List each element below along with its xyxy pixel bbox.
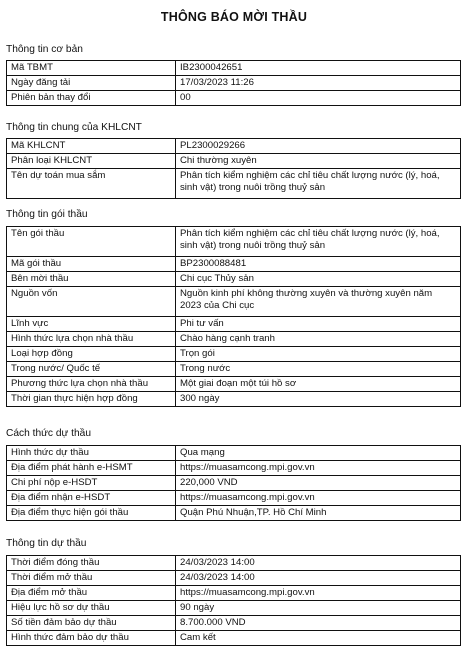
table-row — [7, 91, 461, 106]
field-label: Phân loại KHLCNT — [7, 154, 176, 169]
field-label: Phương thức lựa chọn nhà thầu — [7, 377, 176, 392]
table-row — [7, 332, 461, 347]
field-label: Hình thức đảm bảo dự thầu — [7, 631, 176, 646]
field-value: Chi thường xuyên — [176, 154, 461, 169]
field-value: https://muasamcong.mpi.gov.vn — [176, 491, 461, 506]
field-label: Loại hợp đồng — [7, 347, 176, 362]
table-row — [7, 571, 461, 586]
field-label: Lĩnh vực — [7, 317, 176, 332]
bidding-method-table — [6, 445, 461, 521]
field-label: Mã KHLCNT — [7, 139, 176, 154]
field-label: Hiệu lực hồ sơ dự thầu — [7, 601, 176, 616]
field-value: Chào hàng cạnh tranh — [176, 332, 461, 347]
table-row — [7, 317, 461, 332]
bid-info-table — [6, 555, 461, 646]
table-row — [7, 616, 461, 631]
field-label: Hình thức lựa chọn nhà thầu — [7, 332, 176, 347]
table-row — [7, 139, 461, 154]
field-value: https://muasamcong.mpi.gov.vn — [176, 586, 461, 601]
field-value: Cam kết — [176, 631, 461, 646]
khlcnt-info-table — [6, 138, 461, 199]
field-label: Địa điểm mở thầu — [7, 586, 176, 601]
field-value: https://muasamcong.mpi.gov.vn — [176, 461, 461, 476]
field-value: Trọn gói — [176, 347, 461, 362]
section-heading-khlcnt-info: Thông tin chung của KHLCNT — [6, 122, 142, 133]
table-row — [7, 347, 461, 362]
field-value: IB2300042651 — [176, 61, 461, 76]
field-label: Nguồn vốn — [7, 287, 176, 317]
table-row — [7, 476, 461, 491]
table-row — [7, 601, 461, 616]
table-row — [7, 556, 461, 571]
table-row — [7, 272, 461, 287]
field-value: 300 ngày — [176, 392, 461, 407]
field-label: Thời gian thực hiện hợp đồng — [7, 392, 176, 407]
field-label: Thời điểm đóng thầu — [7, 556, 176, 571]
field-label: Ngày đăng tải — [7, 76, 176, 91]
field-value: 8.700.000 VND — [176, 616, 461, 631]
field-value: Phân tích kiểm nghiệm các chỉ tiêu chất lượng nước (lý, hoá, sinh vật) trong nuôi trồng thuỷ sản — [176, 169, 461, 199]
table-row — [7, 257, 461, 272]
field-label: Địa điểm thực hiện gói thầu — [7, 506, 176, 521]
field-value: BP2300088481 — [176, 257, 461, 272]
field-value: Nguồn kinh phí không thường xuyên và thường xuyên năm 2023 của Chi cục — [176, 287, 461, 317]
field-value: 24/03/2023 14:00 — [176, 556, 461, 571]
field-value: Phân tích kiểm nghiệm các chỉ tiêu chất lượng nước (lý, hoá, sinh vật) trong nuôi trồng thuỷ sản — [176, 227, 461, 257]
field-label: Số tiền đảm bảo dự thầu — [7, 616, 176, 631]
field-value: 220,000 VND — [176, 476, 461, 491]
table-row — [7, 506, 461, 521]
field-value: Một giai đoạn một túi hồ sơ — [176, 377, 461, 392]
table-row — [7, 586, 461, 601]
field-label: Mã TBMT — [7, 61, 176, 76]
field-label: Phiên bản thay đổi — [7, 91, 176, 106]
table-row — [7, 461, 461, 476]
field-value: 17/03/2023 11:26 — [176, 76, 461, 91]
field-value: 90 ngày — [176, 601, 461, 616]
table-row — [7, 392, 461, 407]
basic-info-table — [6, 60, 461, 106]
field-label: Tên dự toán mua sắm — [7, 169, 176, 199]
field-label: Tên gói thầu — [7, 227, 176, 257]
table-row — [7, 491, 461, 506]
field-value: Phi tư vấn — [176, 317, 461, 332]
table-row — [7, 169, 461, 199]
field-label: Trong nước/ Quốc tế — [7, 362, 176, 377]
field-value: Quận Phú Nhuận,TP. Hồ Chí Minh — [176, 506, 461, 521]
field-label: Địa điểm nhận e-HSDT — [7, 491, 176, 506]
table-row — [7, 154, 461, 169]
field-label: Mã gói thầu — [7, 257, 176, 272]
field-label: Chi phí nộp e-HSDT — [7, 476, 176, 491]
field-value: 24/03/2023 14:00 — [176, 571, 461, 586]
table-row — [7, 377, 461, 392]
section-heading-bidding-method: Cách thức dự thầu — [6, 428, 91, 439]
table-row — [7, 446, 461, 461]
table-row — [7, 61, 461, 76]
document-title: THÔNG BÁO MỜI THẦU — [160, 10, 308, 24]
field-label: Thời điểm mở thầu — [7, 571, 176, 586]
field-value: Trong nước — [176, 362, 461, 377]
table-row — [7, 631, 461, 646]
field-value: Qua mạng — [176, 446, 461, 461]
field-value: 00 — [176, 91, 461, 106]
field-value: Chi cục Thủy sản — [176, 272, 461, 287]
table-row — [7, 227, 461, 257]
field-label: Địa điểm phát hành e-HSMT — [7, 461, 176, 476]
table-row — [7, 76, 461, 91]
section-heading-package-info: Thông tin gói thầu — [6, 209, 88, 220]
table-row — [7, 287, 461, 317]
field-value: PL2300029266 — [176, 139, 461, 154]
section-heading-bid-info: Thông tin dự thầu — [6, 538, 87, 549]
field-label: Hình thức dự thầu — [7, 446, 176, 461]
table-row — [7, 362, 461, 377]
package-info-table — [6, 226, 461, 407]
section-heading-basic-info: Thông tin cơ bản — [6, 44, 83, 55]
field-label: Bên mời thầu — [7, 272, 176, 287]
